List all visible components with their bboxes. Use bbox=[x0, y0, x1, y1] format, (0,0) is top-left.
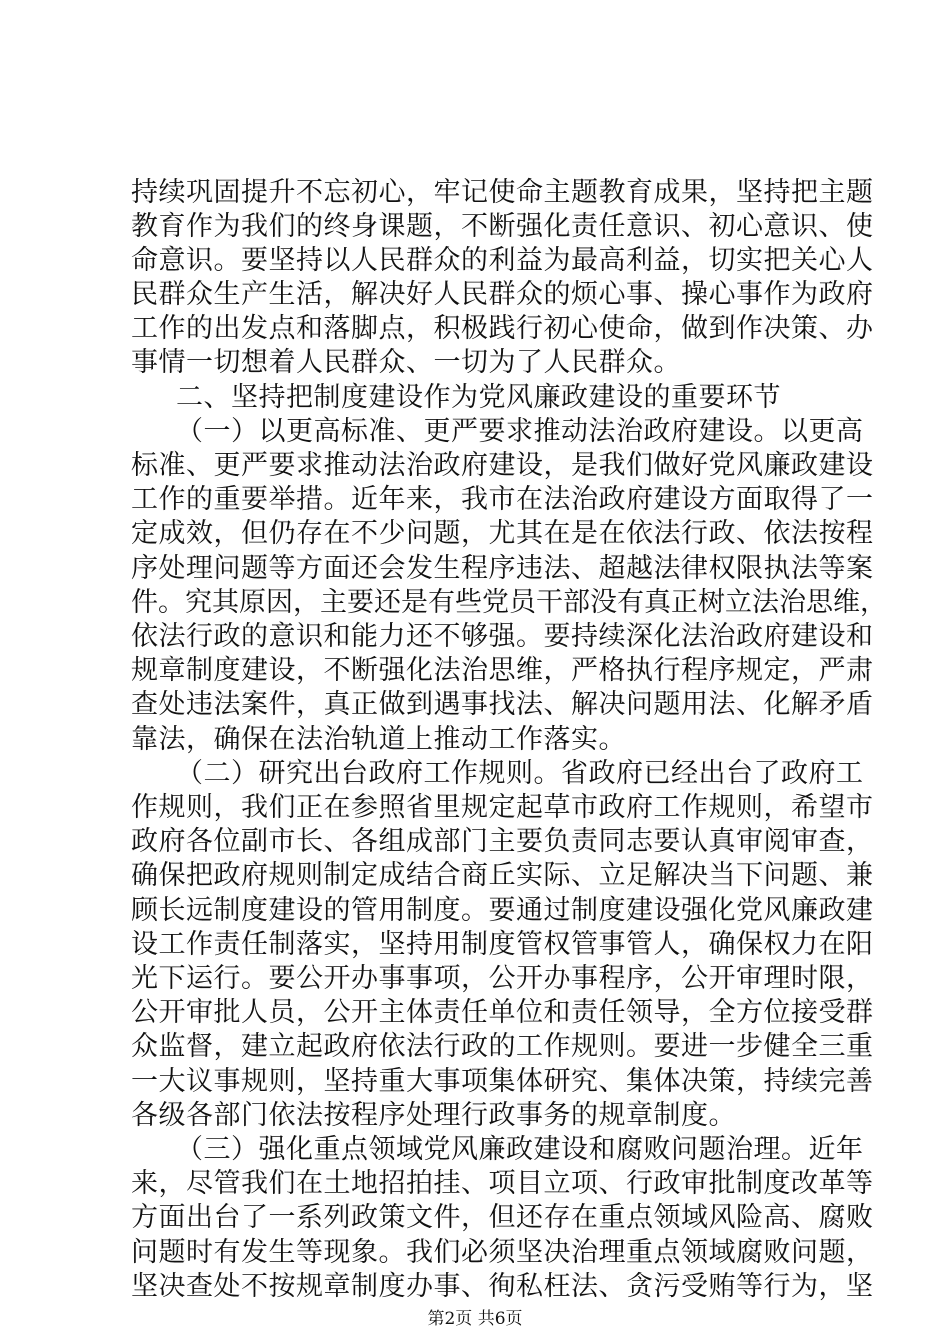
paragraph-line: 设工作责任制落实，坚持用制度管权管事管人，确保权力在阳 bbox=[131, 929, 874, 960]
paragraph-line: 查处违法案件，真正做到遇事找法、解决问题用法、化解矛盾 bbox=[131, 689, 874, 720]
paragraph-line: 坚决查处不按规章制度办事、徇私枉法、贪污受贿等行为，坚 bbox=[131, 1271, 874, 1302]
paragraph-line: 作规则，我们正在参照省里规定起草市政府工作规则，希望市 bbox=[131, 792, 874, 823]
paragraph-line: 来，尽管我们在土地招拍挂、项目立项、行政审批制度改革等 bbox=[131, 1168, 874, 1199]
paragraph-line: 事情一切想着人民群众、一切为了人民群众。 bbox=[131, 347, 681, 378]
paragraph-line: 光下运行。要公开办事事项，公开办事程序，公开审理时限， bbox=[131, 963, 874, 994]
paragraph-line: 民群众生产生活，解决好人民群众的烦心事、操心事作为政府 bbox=[131, 279, 874, 310]
paragraph-line: 公开审批人员，公开主体责任单位和责任领导，全方位接受群 bbox=[131, 997, 874, 1028]
paragraph-line: 顾长远制度建设的管用制度。要通过制度建设强化党风廉政建 bbox=[131, 895, 874, 926]
paragraph-line: 工作的出发点和落脚点，积极践行初心使命，做到作决策、办 bbox=[131, 313, 874, 344]
subsection-heading-line: （二）研究出台政府工作规则。省政府已经出台了政府工 bbox=[176, 758, 864, 789]
paragraph-line: 工作的重要举措。近年来，我市在法治政府建设方面取得了一 bbox=[131, 484, 874, 515]
paragraph-line: 持续巩固提升不忘初心，牢记使命主题教育成果，坚持把主题 bbox=[131, 177, 874, 208]
paragraph-line: 标准、更严要求推动法治政府建设，是我们做好党风廉政建设 bbox=[131, 450, 874, 481]
paragraph-line: 方面出台了一系列政策文件，但还存在重点领域风险高、腐败 bbox=[131, 1202, 874, 1233]
paragraph-line: 众监督，建立起政府依法行政的工作规则。要进一步健全三重 bbox=[131, 1031, 874, 1062]
paragraph-line: 依法行政的意识和能力还不够强。要持续深化法治政府建设和 bbox=[131, 621, 874, 652]
paragraph-line: 靠法，确保在法治轨道上推动工作落实。 bbox=[131, 724, 626, 755]
paragraph-line: 问题时有发生等现象。我们必须坚决治理重点领域腐败问题， bbox=[131, 1237, 874, 1268]
paragraph-line: 定成效，但仍存在不少问题，尤其在是在依法行政、依法按程 bbox=[131, 518, 874, 549]
page-number-footer: 第2页 共6页 bbox=[427, 1309, 523, 1329]
subsection-heading-line: （三）强化重点领域党风廉政建设和腐败问题治理。近年 bbox=[176, 1134, 864, 1165]
paragraph-line: 件。究其原因，主要还是有些党员干部没有真正树立法治思维， bbox=[131, 587, 887, 618]
paragraph-line: 政府各位副市长、各组成部门主要负责同志要认真审阅审查， bbox=[131, 826, 874, 857]
paragraph-line: 确保把政府规则制定成结合商丘实际、立足解决当下问题、兼 bbox=[131, 860, 874, 891]
paragraph-line: 一大议事规则，坚持重大事项集体研究、集体决策，持续完善 bbox=[131, 1066, 874, 1097]
paragraph-line: 命意识。要坚持以人民群众的利益为最高利益，切实把关心人 bbox=[131, 245, 874, 276]
paragraph-line: 规章制度建设，不断强化法治思维，严格执行程序规定，严肃 bbox=[131, 655, 874, 686]
paragraph-line: 各级各部门依法按程序处理行政事务的规章制度。 bbox=[131, 1100, 736, 1131]
section-heading: 二、坚持把制度建设作为党风廉政建设的重要环节 bbox=[176, 382, 781, 413]
paragraph-line: 教育作为我们的终身课题，不断强化责任意识、初心意识、使 bbox=[131, 211, 874, 242]
subsection-heading-line: （一）以更高标准、更严要求推动法治政府建设。以更高 bbox=[176, 416, 864, 447]
paragraph-line: 序处理问题等方面还会发生程序违法、超越法律权限执法等案 bbox=[131, 553, 874, 584]
